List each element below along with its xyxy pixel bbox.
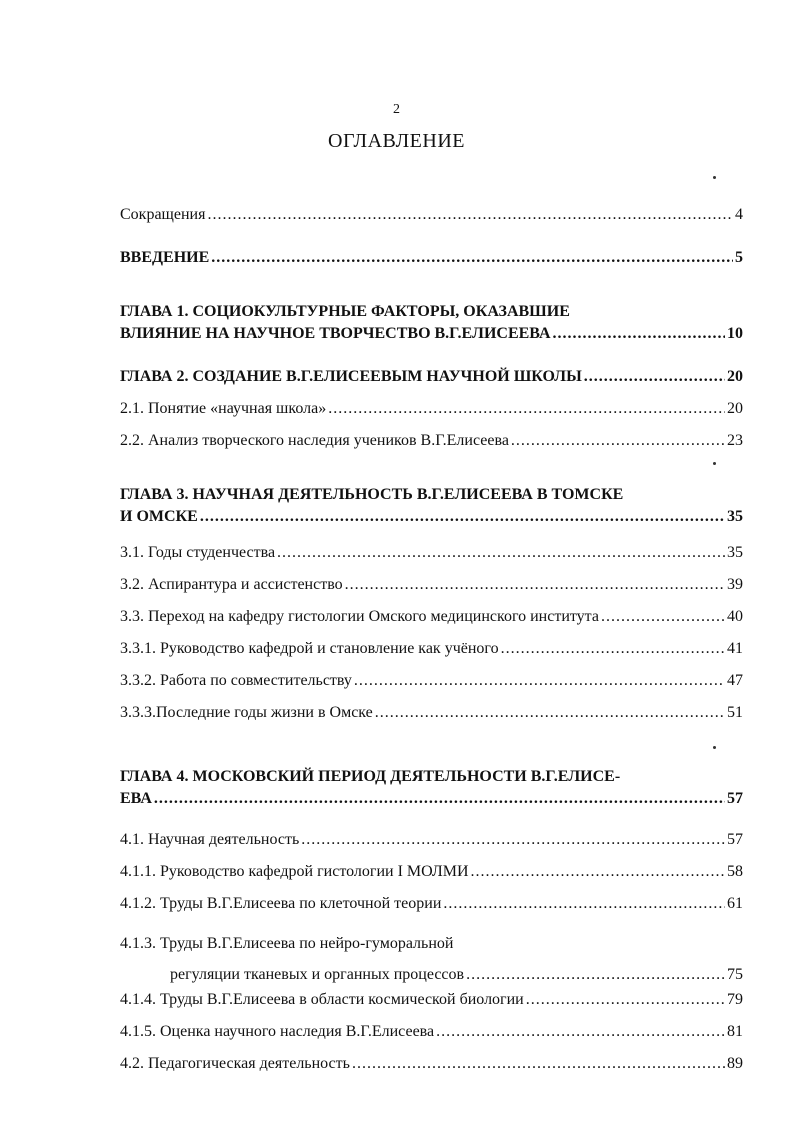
- toc-entry: [120, 1022, 743, 1042]
- dot-leader: [354, 671, 725, 691]
- toc-entry-title: ГЛАВА 2. СОЗДАНИЕ В.Г.ЕЛИСЕЕВЫМ НАУЧНОЙ ШКОЛЫ: [120, 368, 582, 385]
- dot-leader: [584, 367, 725, 387]
- toc-entry-title: 4.2. Педагогическая деятельность: [120, 1055, 350, 1072]
- toc-entry-page: 57: [727, 831, 743, 848]
- dot-leader: [328, 399, 725, 419]
- toc-entry-title: 3.2. Аспирантура и ассистенство: [120, 576, 343, 593]
- toc-entry-page: 61: [727, 895, 743, 912]
- dot-leader: [200, 506, 725, 528]
- toc-entry-page: 57: [727, 790, 743, 807]
- toc-entry: [120, 575, 743, 595]
- dot-leader: [375, 703, 725, 723]
- toc-entry-title: регуляции тканевых и органных процессов: [170, 966, 465, 983]
- dot-leader: [501, 639, 725, 659]
- toc-entry: [120, 1054, 743, 1074]
- toc-entry: [120, 399, 743, 419]
- toc-entry-page: 20: [727, 400, 743, 417]
- toc-entry: [120, 248, 743, 268]
- toc-entry-page: 5: [735, 249, 743, 266]
- dot-leader: [443, 894, 725, 914]
- toc-entry-title-line1: ГЛАВА 3. НАУЧНАЯ ДЕЯТЕЛЬНОСТЬ В.Г.ЕЛИСЕЕВА В ТОМСКЕ: [120, 486, 624, 503]
- toc-chapter: [120, 301, 743, 345]
- toc-entry: [120, 862, 743, 882]
- toc-entry-page: 4: [735, 206, 743, 223]
- toc-entry-title: 4.1.4. Труды В.Г.Елисеева в области космической биологии: [120, 991, 524, 1008]
- toc-entry-title: 2.2. Анализ творческого наследия учеников В.Г.Елисеева: [120, 432, 509, 449]
- dot-leader: [466, 959, 725, 990]
- toc-entry-title: 3.3. Переход на кафедру гистологии Омского медицинского института: [120, 608, 599, 625]
- toc-entry-title: ВЛИЯНИЕ НА НАУЧНОЕ ТВОРЧЕСТВО В.Г.ЕЛИСЕЕВА: [120, 325, 551, 342]
- dot-leader: [154, 788, 725, 810]
- toc-entry-title: 4.1.2. Труды В.Г.Елисеева по клеточной теории: [120, 895, 442, 912]
- toc-entry-page: 41: [727, 640, 743, 657]
- toc-entry: [120, 830, 743, 850]
- dot-leader: [301, 830, 725, 850]
- toc-entry-title-line1: ГЛАВА 1. СОЦИОКУЛЬТУРНЫЕ ФАКТОРЫ, ОКАЗАВШИЕ: [120, 303, 570, 320]
- toc-entry-title: ЕВА: [120, 790, 152, 807]
- scan-speck: [713, 746, 716, 749]
- dot-leader: [511, 431, 725, 451]
- toc-entry-title-line1: 4.1.3. Труды В.Г.Елисеева по нейро-гуморальной: [120, 935, 454, 952]
- toc-entry-title: 4.1. Научная деятельность: [120, 831, 300, 848]
- dot-leader: [352, 1054, 725, 1074]
- toc-entry-page: 75: [727, 966, 743, 983]
- toc-entry-page: 89: [727, 1055, 743, 1072]
- toc-entry-page: 20: [727, 368, 743, 385]
- page-number: 2: [393, 102, 400, 117]
- toc-entry-title: И ОМСКЕ: [120, 508, 198, 525]
- dot-leader: [211, 248, 733, 268]
- toc-entry-page: 47: [727, 672, 743, 689]
- toc-entry-title: 3.1. Годы студенчества: [120, 544, 276, 561]
- toc-entry-page: 35: [727, 508, 743, 525]
- toc-entry-page: 40: [727, 608, 743, 625]
- toc-entry-page: 23: [727, 432, 743, 449]
- toc-entry: [120, 703, 743, 723]
- toc-entry: [120, 205, 743, 225]
- toc-entry-title: Сокращения: [120, 206, 206, 223]
- toc-chapter: [120, 766, 743, 810]
- toc-entry-title: 4.1.1. Руководство кафедрой гистологии I МОЛМИ: [120, 863, 469, 880]
- toc-entry: [120, 894, 743, 914]
- dot-leader: [471, 862, 725, 882]
- toc-entry-title: 2.1. Понятие «научная школа»: [120, 400, 327, 417]
- dot-leader: [553, 323, 726, 345]
- toc-entry: [120, 671, 743, 691]
- toc-chapter: [120, 367, 743, 387]
- page-title: ОГЛАВЛЕНИЕ: [328, 130, 465, 152]
- toc-entry-title: 3.3.1. Руководство кафедрой и становление как учёного: [120, 640, 499, 657]
- dot-leader: [526, 990, 725, 1010]
- toc-entry-page: 58: [727, 863, 743, 880]
- toc-entry-page: 81: [727, 1023, 743, 1040]
- toc-entry-page: 39: [727, 576, 743, 593]
- toc-entry-title-line1: ГЛАВА 4. МОСКОВСКИЙ ПЕРИОД ДЕЯТЕЛЬНОСТИ В.Г.ЕЛИСЕ-: [120, 768, 621, 785]
- dot-leader: [277, 543, 725, 563]
- toc-entry-page: 10: [727, 325, 743, 342]
- scan-speck: [713, 176, 716, 179]
- toc-entry: [120, 543, 743, 563]
- dot-leader: [345, 575, 725, 595]
- toc-entry-title: 3.3.2. Работа по совместительству: [120, 672, 352, 689]
- scan-speck: [713, 462, 716, 465]
- toc-entry: [120, 607, 743, 627]
- toc-entry-title: 4.1.5. Оценка научного наследия В.Г.Елисеева: [120, 1023, 435, 1040]
- toc-entry-page: 35: [727, 544, 743, 561]
- dot-leader: [436, 1022, 725, 1042]
- toc-entry: [120, 928, 743, 990]
- toc-entry-title: ВВЕДЕНИЕ: [120, 249, 210, 266]
- dot-leader: [207, 205, 733, 225]
- toc-chapter: [120, 484, 743, 528]
- dot-leader: [601, 607, 725, 627]
- toc-entry-title: 3.3.3.Последние годы жизни в Омске: [120, 704, 373, 721]
- toc-entry: [120, 639, 743, 659]
- toc-entry-page: 51: [727, 704, 743, 721]
- toc-entry: [120, 431, 743, 451]
- toc-entry: [120, 990, 743, 1010]
- toc-entry-page: 79: [727, 991, 743, 1008]
